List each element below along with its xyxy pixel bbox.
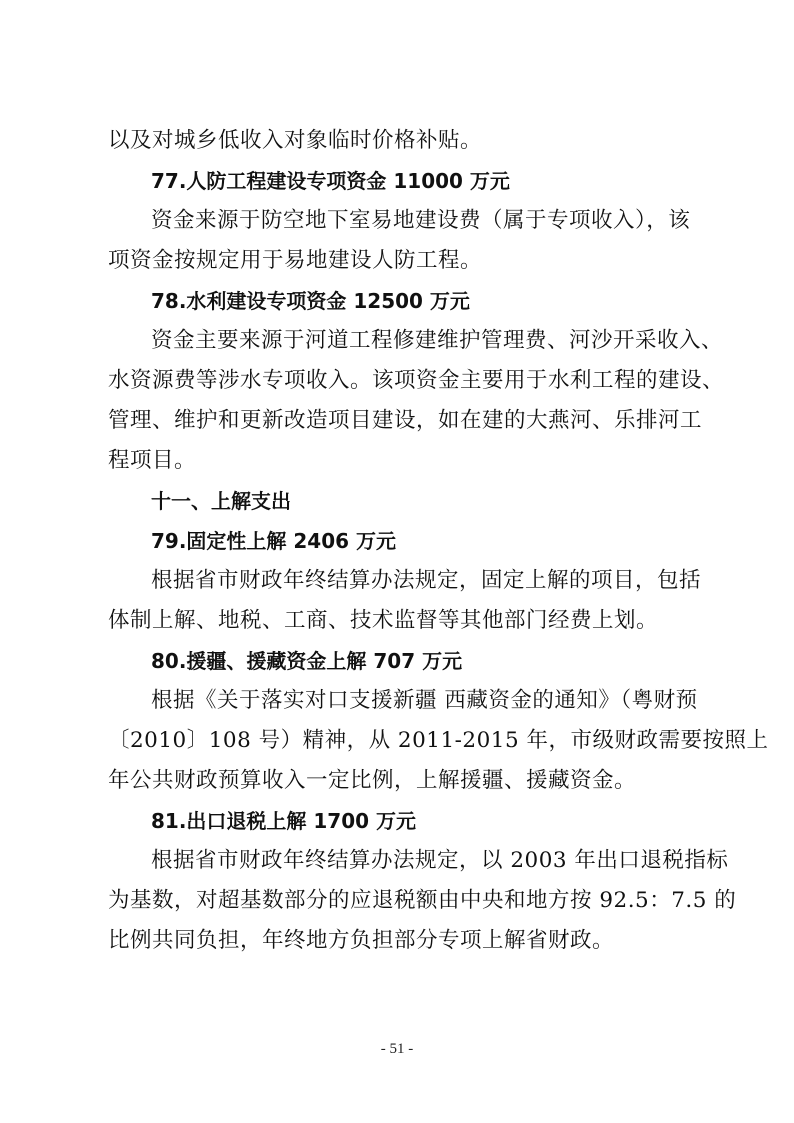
body-line: 年公共财政预算收入一定比例，上解援疆、援藏资金。 (108, 768, 637, 793)
item-heading-80: 80.援疆、援藏资金上解 707 万元 (151, 649, 463, 673)
page-number: - 51 - (380, 1041, 414, 1057)
item-heading-79: 79.固定性上解 2406 万元 (151, 529, 397, 553)
item-heading-78: 78.水利建设专项资金 12500 万元 (151, 289, 470, 313)
body-line: 体制上解、地税、工商、技术监督等其他部门经费上划。 (108, 608, 659, 633)
body-line: 为基数，对超基数部分的应退税额由中央和地方按 92.5：7.5 的 (108, 888, 737, 913)
document-body (108, 121, 769, 961)
section-heading: 十一、上解支出 (151, 489, 291, 513)
item-heading-77: 77.人防工程建设专项资金 11000 万元 (151, 169, 510, 193)
body-line: 管理、维护和更新改造项目建设，如在建的大燕河、乐排河工 (108, 408, 703, 433)
body-line: 根据省市财政年终结算办法规定，以 2003 年出口退税指标 (151, 848, 729, 873)
body-line: 以及对城乡低收入对象临时价格补贴。 (108, 128, 483, 153)
body-line: 资金主要来源于河道工程修建维护管理费、河沙开采收入、 (151, 328, 724, 353)
body-line: 水资源费等涉水专项收入。该项资金主要用于水利工程的建设、 (108, 368, 725, 393)
item-heading-81: 81.出口退税上解 1700 万元 (151, 809, 417, 833)
body-line: 〔2010〕108 号）精神，从 2011-2015 年，市级财政需要按照上 (108, 728, 769, 753)
body-line: 资金来源于防空地下室易地建设费（属于专项收入），该 (151, 208, 691, 233)
body-line: 根据省市财政年终结算办法规定，固定上解的项目，包括 (151, 568, 702, 593)
body-line: 比例共同负担，年终地方负担部分专项上解省财政。 (108, 928, 615, 953)
body-line: 程项目。 (108, 448, 197, 473)
body-line: 根据《关于落实对口支援新疆 西藏资金的通知》（粤财预 (151, 688, 698, 713)
body-line: 项资金按规定用于易地建设人防工程。 (108, 248, 483, 273)
